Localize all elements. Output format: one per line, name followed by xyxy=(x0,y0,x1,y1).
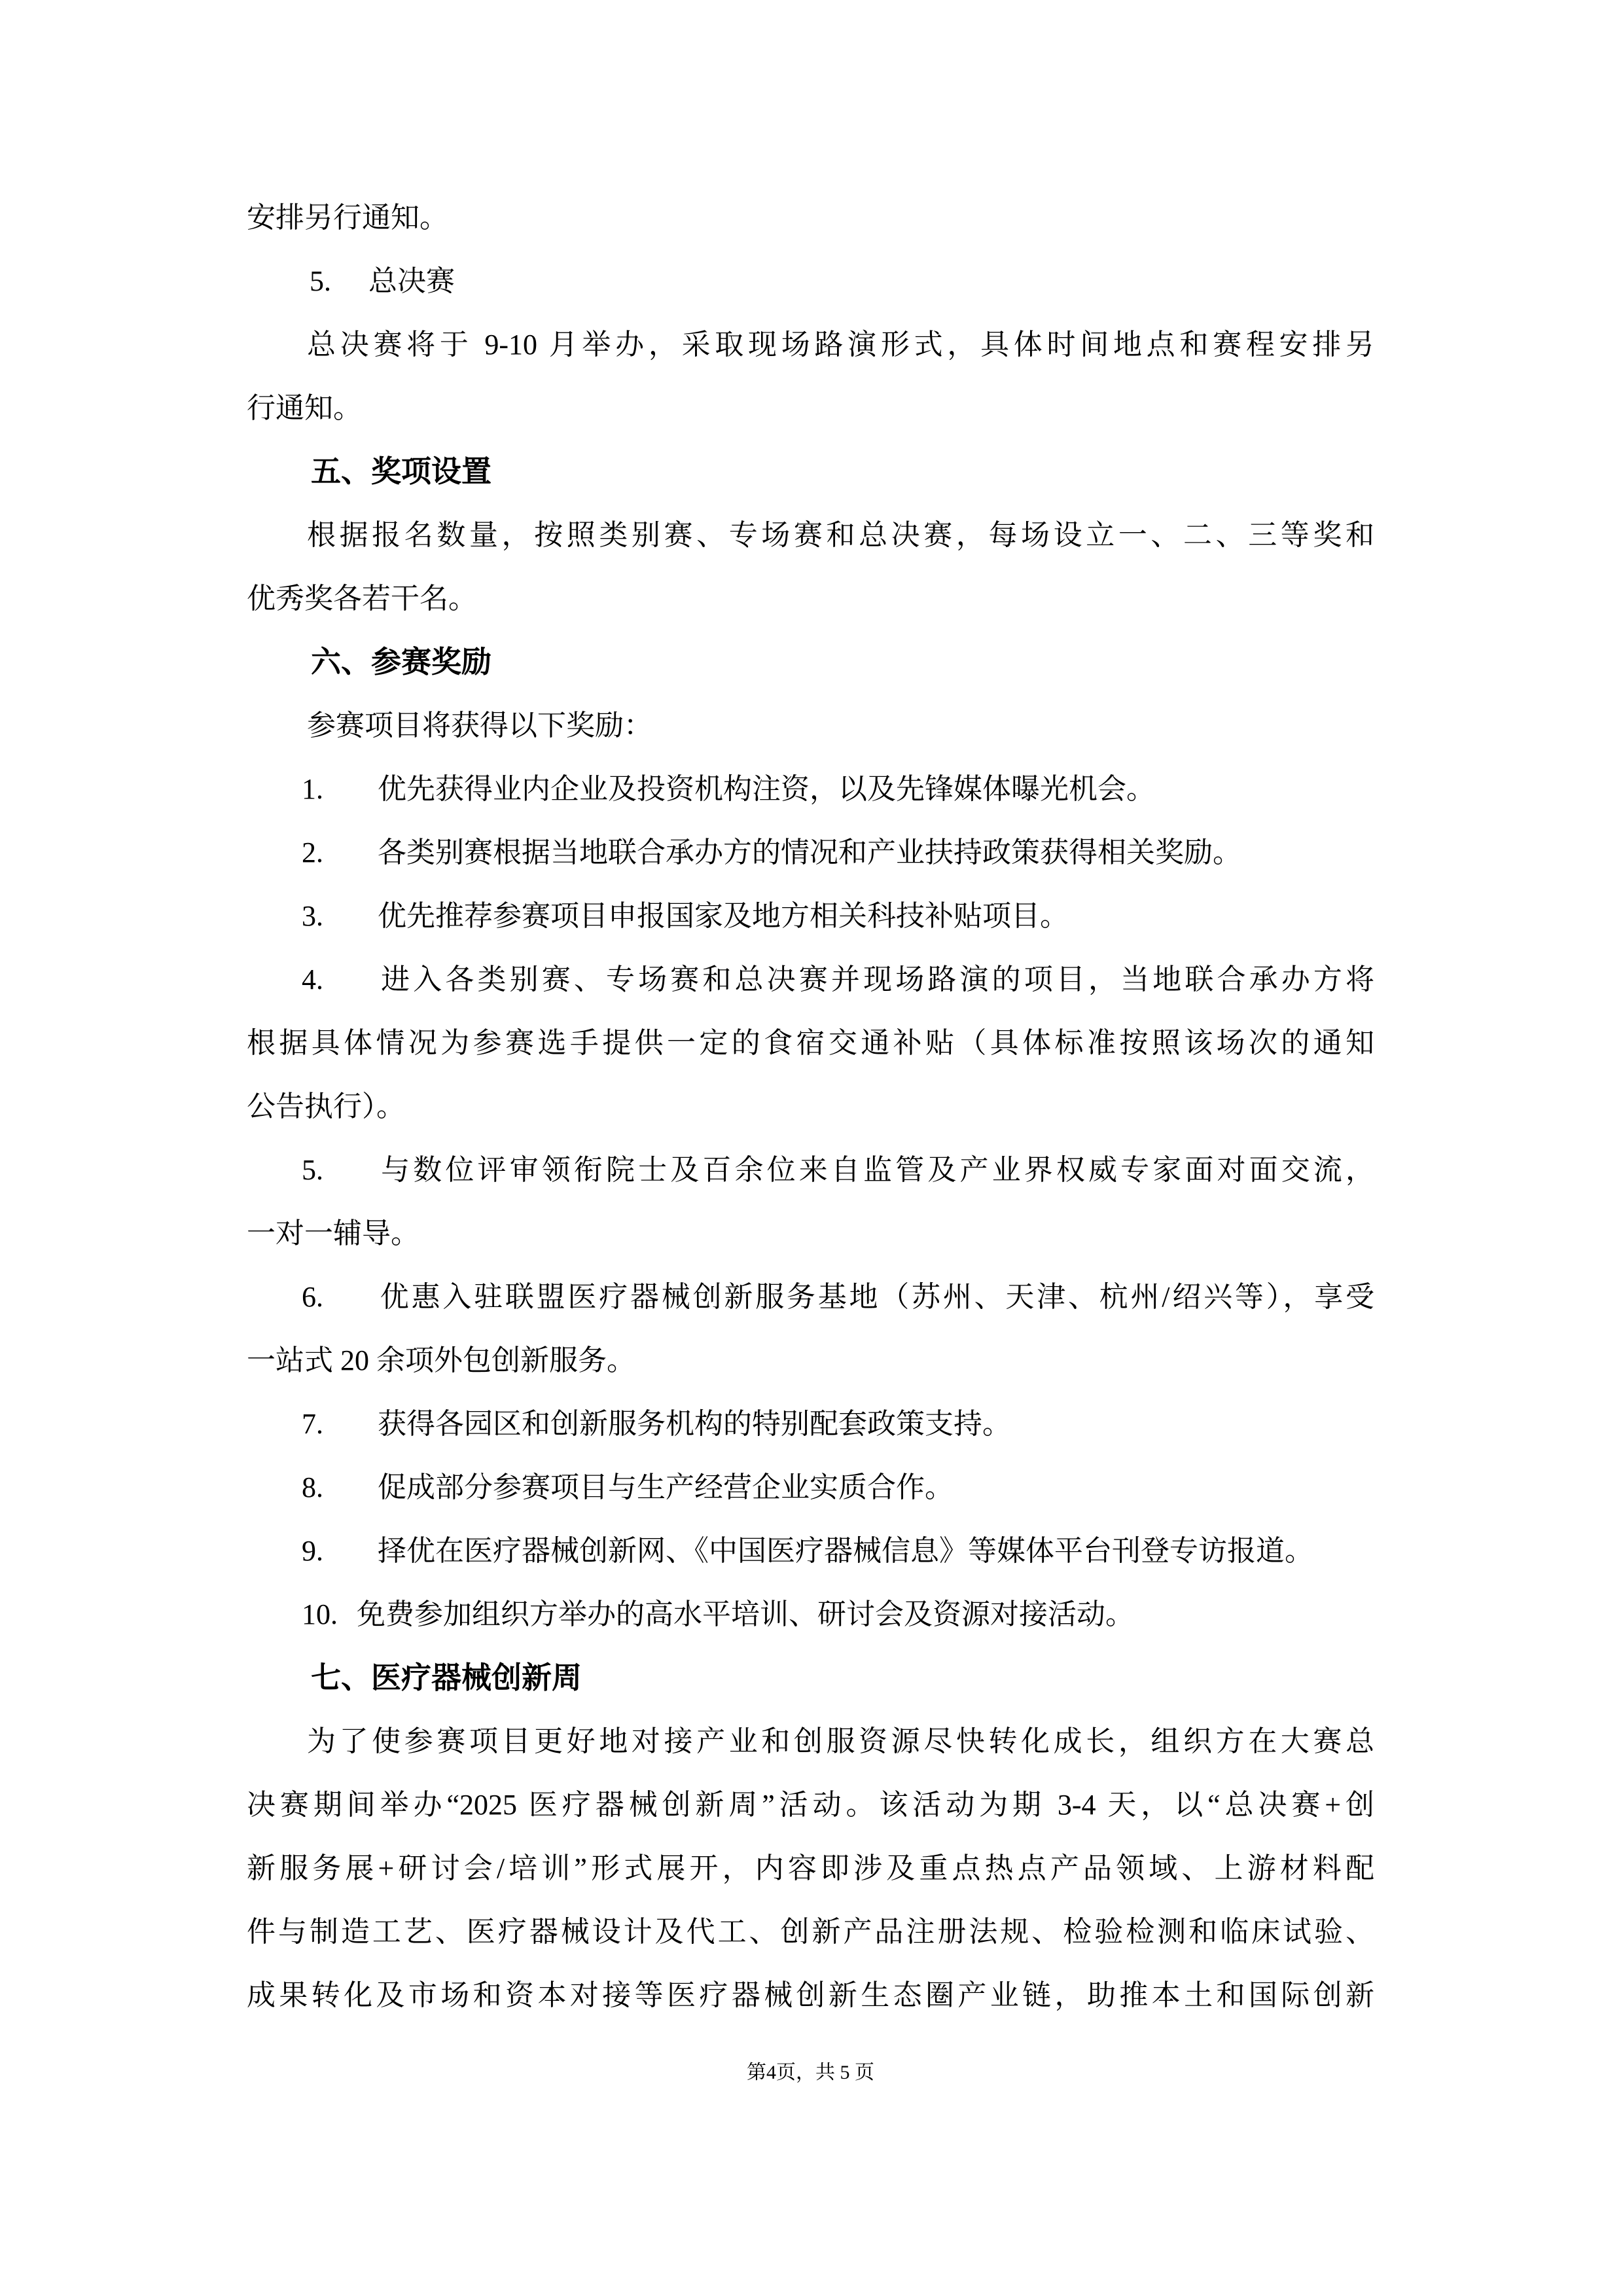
list-item-8 xyxy=(247,1456,1374,1519)
sub-list-item-final xyxy=(247,249,1374,313)
paragraph-first-line: 参赛项目将获得以下奖励： xyxy=(307,709,652,742)
list-item-number: 6. xyxy=(302,1281,323,1313)
list-item-number: 7. xyxy=(302,1408,323,1440)
list-item-4-continuation: 公告执行）。 xyxy=(247,1090,405,1122)
list-item-text: 各类别赛根据当地联合承办方的情况和产业扶持政策获得相关奖励。 xyxy=(378,836,1241,869)
page-footer: 第4页，共 5 页 xyxy=(747,2062,874,2083)
list-item-number: 2. xyxy=(302,836,323,869)
list-item-text: 择优在医疗器械创新网、《中国医疗器械信息》等媒体平台刊登专访报道。 xyxy=(378,1535,1313,1567)
list-item-2 xyxy=(247,821,1374,884)
list-item-text: 优先推荐参赛项目申报国家及地方相关科技补贴项目。 xyxy=(378,900,1069,932)
list-item-number: 8. xyxy=(302,1471,323,1503)
list-item-text: 总决赛 xyxy=(368,265,455,297)
list-item-5-continuation: 一对一辅导。 xyxy=(247,1217,419,1249)
list-item-number: 3. xyxy=(302,900,323,932)
list-item-text: 优惠入驻联盟医疗器械创新服务基地（苏州、天津、杭州/绍兴等），享受 xyxy=(378,1281,1374,1313)
list-item-6 xyxy=(247,1265,1374,1329)
list-item-3 xyxy=(247,884,1374,948)
list-item-4 xyxy=(247,948,1374,1011)
list-item-text: 促成部分参赛项目与生产经营企业实质合作。 xyxy=(378,1471,954,1503)
section-heading-participation-rewards: 六、参赛奖励 xyxy=(311,645,491,679)
list-item-text: 优先获得业内企业及投资机构注资，以及先锋媒体曝光机会。 xyxy=(378,773,1155,805)
list-item-7 xyxy=(247,1392,1374,1456)
list-item-number: 9. xyxy=(302,1535,323,1567)
paragraph-continuation-line: 行通知。 xyxy=(247,392,362,424)
paragraph-first-line: 总决赛将于 9-10 月举办，采取现场路演形式，具体时间地点和赛程安排另 xyxy=(307,329,1374,361)
list-item-6-continuation: 一站式 20 余项外包创新服务。 xyxy=(247,1344,635,1376)
paragraph-continuation-line: 新服务展+研讨会/培训”形式展开，内容即涉及重点热点产品领域、上游材料配 xyxy=(247,1852,1374,1884)
paragraph-continuation-line: 优秀奖各若干名。 xyxy=(247,583,477,615)
paragraph-continuation-line: 决赛期间举办“2025 医疗器械创新周”活动。该活动为期 3-4 天，以“总决赛+创 xyxy=(247,1789,1374,1821)
list-item-number: 5. xyxy=(302,1154,323,1186)
list-item-number: 5. xyxy=(310,265,331,297)
list-item-text: 获得各园区和创新服务机构的特别配套政策支持。 xyxy=(378,1408,1011,1440)
section-heading-innovation-week: 七、医疗器械创新周 xyxy=(311,1660,582,1695)
paragraph-continuation-line: 成果转化及市场和资本对接等医疗器械创新生态圈产业链，助推本土和国际创新 xyxy=(247,1979,1374,2011)
paragraph-first-line: 为了使参赛项目更好地对接产业和创服资源尽快转化成长，组织方在大赛总 xyxy=(307,1725,1374,1757)
list-item-number: 4. xyxy=(302,963,323,996)
list-item-1 xyxy=(247,757,1374,821)
paragraph-continuation-line: 件与制造工艺、医疗器械设计及代工、创新产品注册法规、检验检测和临床试验、 xyxy=(247,1916,1374,1948)
list-item-number: 10. xyxy=(302,1598,338,1630)
paragraph-first-line: 根据报名数量，按照类别赛、专场赛和总决赛，每场设立一、二、三等奖和 xyxy=(307,519,1374,551)
list-item-9 xyxy=(247,1519,1374,1583)
list-item-number: 1. xyxy=(302,773,323,805)
document-body-text xyxy=(247,186,1374,2027)
list-item-text: 免费参加组织方举办的高水平培训、研讨会及资源对接活动。 xyxy=(357,1598,1134,1630)
list-item-text: 与数位评审领衔院士及百余位来自监管及产业界权威专家面对面交流， xyxy=(378,1154,1374,1186)
list-item-5 xyxy=(247,1138,1374,1202)
section-heading-awards-setup: 五、奖项设置 xyxy=(311,454,491,488)
list-item-10 xyxy=(247,1583,1374,1646)
list-item-4-continuation: 根据具体情况为参赛选手提供一定的食宿交通补贴（具体标准按照该场次的通知 xyxy=(247,1027,1374,1059)
list-item-text: 进入各类别赛、专场赛和总决赛并现场路演的项目，当地联合承办方将 xyxy=(378,963,1374,996)
paragraph-continuation-line: 安排另行通知。 xyxy=(247,202,448,234)
